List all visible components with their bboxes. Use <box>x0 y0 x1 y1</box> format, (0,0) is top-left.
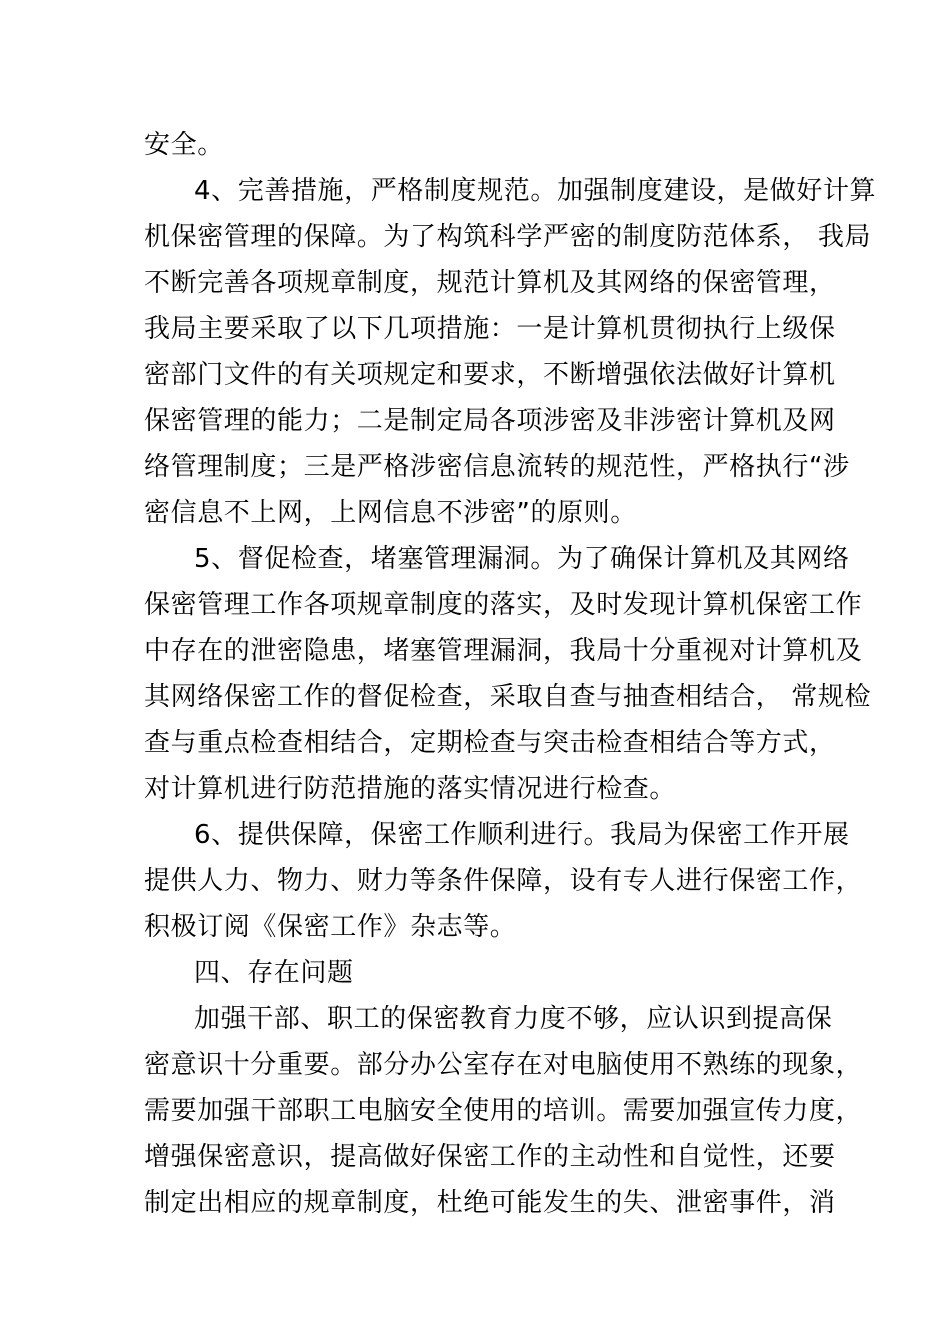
text-line: 密信息不上网，上网信息不涉密”的原则。 <box>144 498 637 528</box>
text-line: 其网络保密工作的督促检查，采取自查与抽查相结合， 常规检 <box>144 682 872 712</box>
text-line: 不断完善各项规章制度，规范计算机及其网络的保密管理， <box>144 268 836 298</box>
text-line: 密意识十分重要。部分办公室存在对电脑使用不熟练的现象， <box>144 1050 863 1080</box>
text-line: 机保密管理的保障。为了构筑科学严密的制度防范体系， 我局 <box>144 222 872 252</box>
text-line: 4、完善措施，严格制度规范。加强制度建设，是做好计算 <box>194 176 877 206</box>
text-line: 保密管理的能力；二是制定局各项涉密及非涉密计算机及网 <box>144 406 836 436</box>
text-line: 加强干部、职工的保密教育力度不够，应认识到提高保 <box>194 1004 833 1034</box>
text-line: 络管理制度；三是严格涉密信息流转的规范性，严格执行“涉 <box>144 452 850 482</box>
text-line: 增强保密意识，提高做好保密工作的主动性和自觉性，还要 <box>144 1142 836 1172</box>
text-line: 我局主要采取了以下几项措施：一是计算机贯彻执行上级保 <box>144 314 836 344</box>
text-line: 安全。 <box>144 130 224 160</box>
text-line: 保密管理工作各项规章制度的落实，及时发现计算机保密工作 <box>144 590 863 620</box>
text-line: 密部门文件的有关项规定和要求，不断增强依法做好计算机 <box>144 360 836 390</box>
text-line: 查与重点检查相结合，定期检查与突击检查相结合等方式， <box>144 728 836 758</box>
text-line: 需要加强干部职工电脑安全使用的培训。需要加强宣传力度， <box>144 1096 863 1126</box>
text-line: 对计算机进行防范措施的落实情况进行检查。 <box>144 774 677 804</box>
text-line: 提供人力、物力、财力等条件保障，设有专人进行保密工作， <box>144 866 863 896</box>
text-line: 中存在的泄密隐患，堵塞管理漏洞，我局十分重视对计算机及 <box>144 636 863 666</box>
text-line: 制定出相应的规章制度，杜绝可能发生的失、泄密事件，消 <box>144 1188 836 1218</box>
text-line: 6、提供保障，保密工作顺利进行。我局为保密工作开展 <box>194 820 850 850</box>
section-heading: 四、存在问题 <box>194 958 354 988</box>
text-line: 5、督促检查，堵塞管理漏洞。为了确保计算机及其网络 <box>194 544 850 574</box>
text-line: 积极订阅《保密工作》杂志等。 <box>144 912 517 942</box>
